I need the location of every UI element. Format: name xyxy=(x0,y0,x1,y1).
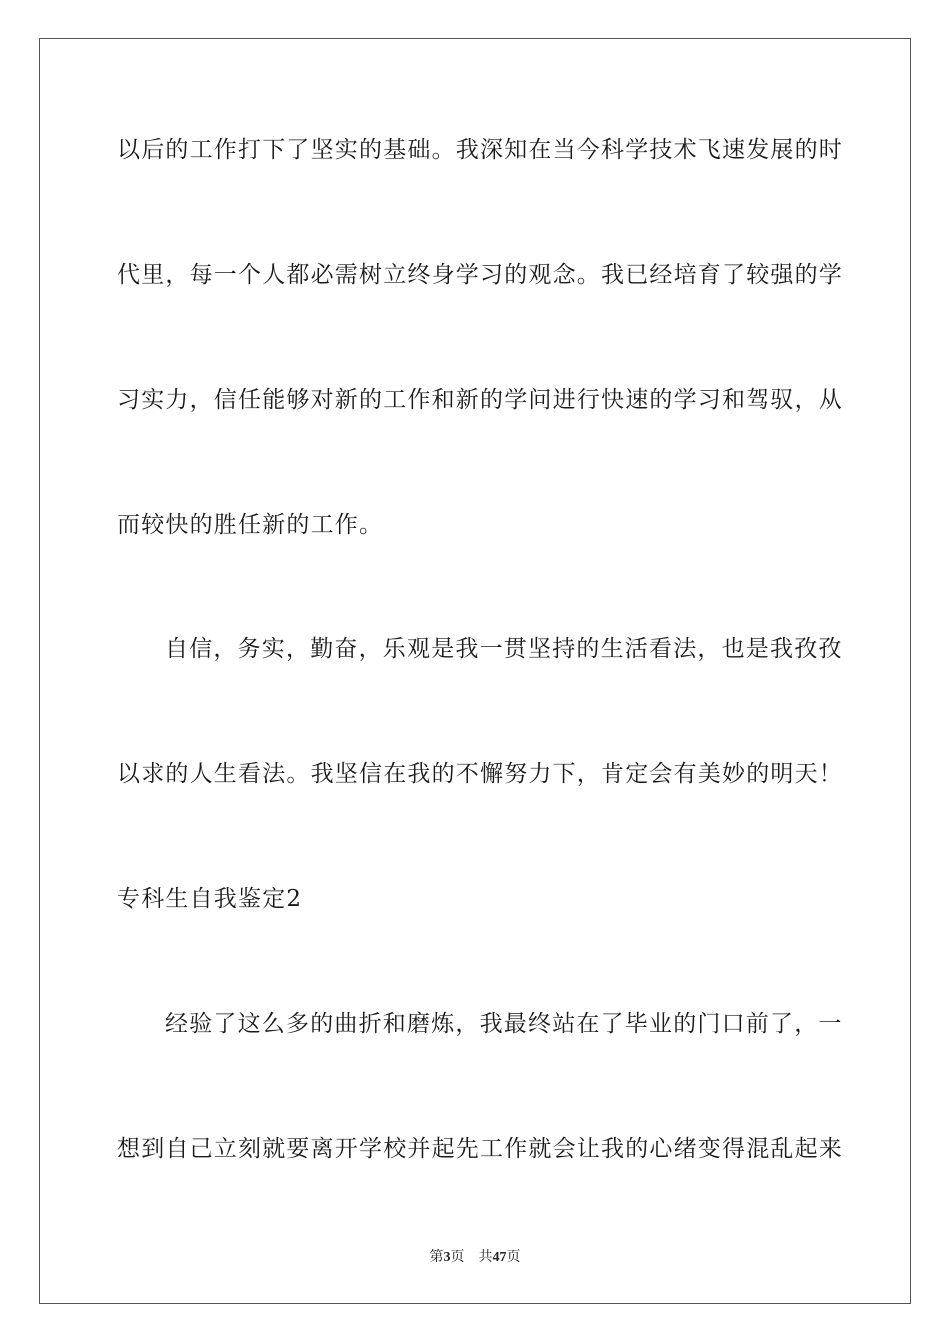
page-border xyxy=(39,38,911,1304)
text-line-3: 习实力，信任能够对新的工作和新的学问进行快速的学习和驾驭，从 xyxy=(117,387,843,413)
page-prefix: 第 xyxy=(429,1249,444,1265)
paragraph-3-line-2: 想到自己立刻就要离开学校并起先工作就会让我的心绪变得混乱起来 xyxy=(117,1136,843,1162)
paragraph-2-line-2: 以求的人生看法。我坚信在我的不懈努力下，肯定会有美妙的明天！ xyxy=(117,761,843,787)
text-line-4: 而较快的胜任新的工作。 xyxy=(117,512,384,538)
total-suffix: 页 xyxy=(506,1249,521,1265)
page-number: 3 xyxy=(443,1250,451,1265)
text-line-1: 以后的工作打下了坚实的基础。我深知在当今科学技术飞速发展的时 xyxy=(117,137,843,163)
text-line-2: 代里，每一个人都必需树立终身学习的观念。我已经培育了较强的学 xyxy=(117,262,843,288)
total-prefix: 共 xyxy=(478,1249,493,1265)
paragraph-2-line-1: 自信，务实，勤奋，乐观是我一贯坚持的生活看法，也是我孜孜 xyxy=(165,636,843,662)
page-suffix: 页 xyxy=(450,1249,465,1265)
section-heading: 专科生自我鉴定2 xyxy=(117,886,303,912)
total-pages: 47 xyxy=(492,1250,507,1265)
paragraph-3-line-1: 经验了这么多的曲折和磨炼，我最终站在了毕业的门口前了，一 xyxy=(165,1011,843,1037)
page-footer xyxy=(0,1248,950,1267)
